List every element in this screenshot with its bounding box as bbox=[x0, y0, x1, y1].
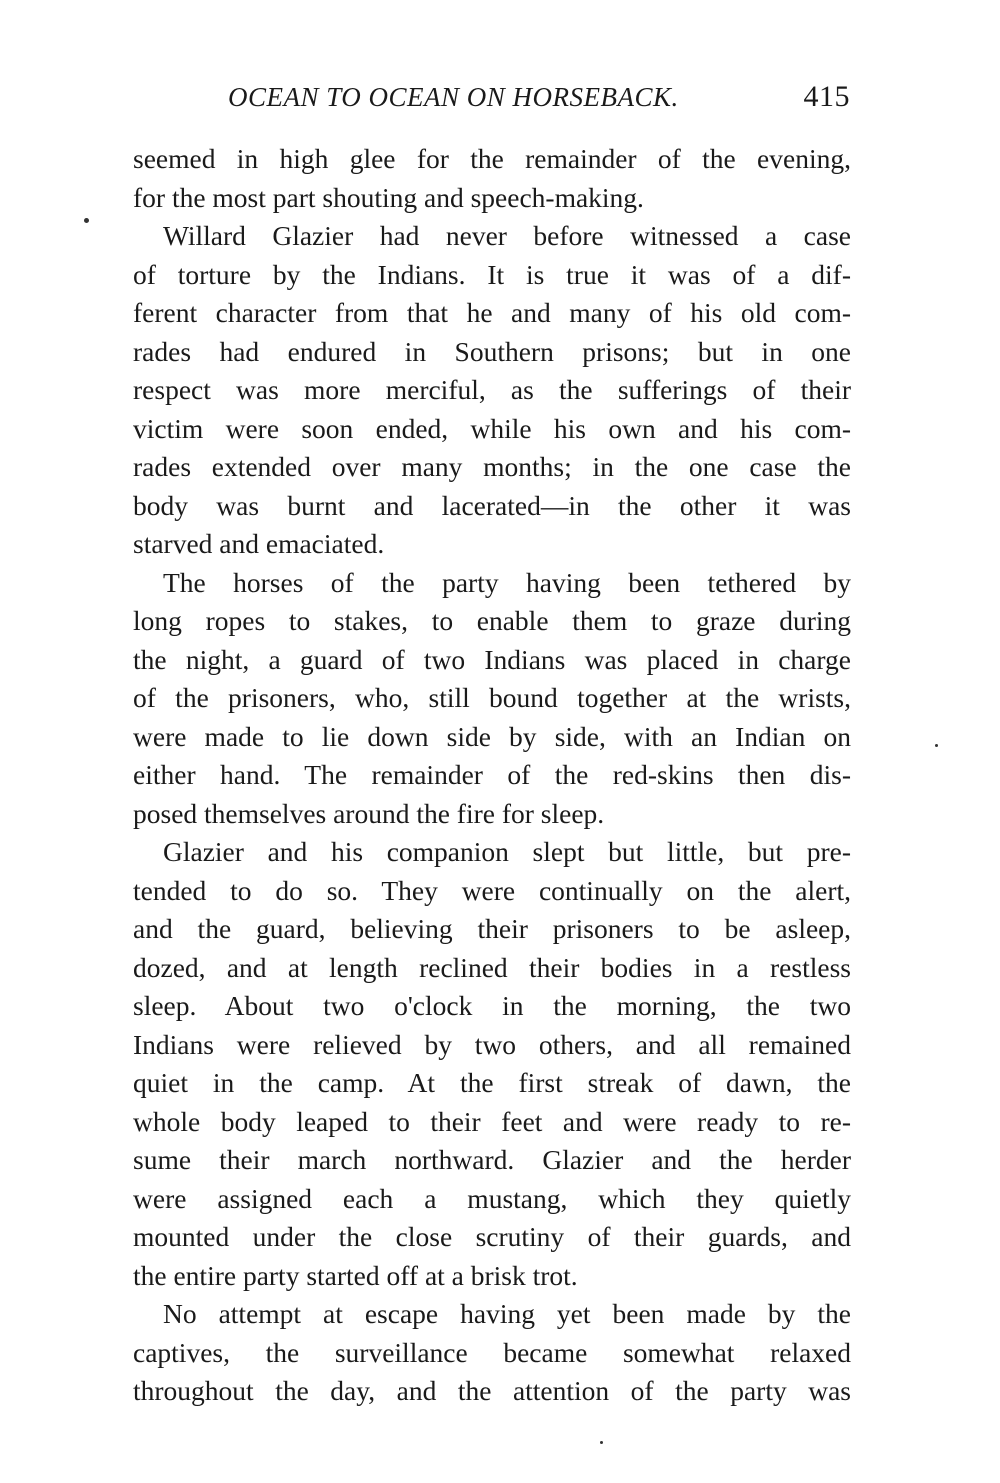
paragraph bbox=[133, 217, 851, 564]
body-text bbox=[133, 140, 851, 1411]
scan-speck bbox=[600, 1441, 603, 1444]
text-line: dozed, and at length reclined their bodies in a restless bbox=[133, 951, 851, 983]
text-line: starved and emaciated. bbox=[133, 528, 385, 559]
scan-speck bbox=[84, 218, 89, 223]
text-line: body was burnt and lacerated—in the other it was bbox=[133, 489, 851, 521]
text-line: Glazier and his companion slept but little, but pre- bbox=[163, 836, 851, 867]
text-line: No attempt at escape having yet been made by the bbox=[163, 1298, 851, 1329]
running-head-title: OCEAN TO OCEAN ON HORSEBACK. bbox=[228, 82, 679, 112]
running-head bbox=[228, 82, 850, 122]
text-line: tended to do so. They were continually on the alert, bbox=[133, 874, 851, 906]
text-line: sleep. About two o'clock in the morning, the two bbox=[133, 990, 851, 1021]
text-line: throughout the day, and the attention of the party was bbox=[133, 1375, 851, 1406]
text-line: the entire party started off at a brisk trot. bbox=[133, 1259, 578, 1291]
paragraph bbox=[133, 140, 851, 217]
text-line: Indians were relieved by two others, and all remained bbox=[133, 1028, 851, 1060]
text-line: ferent character from that he and many of his old com- bbox=[133, 297, 851, 328]
text-line: The horses of the party having been tethered by bbox=[163, 566, 851, 598]
text-line: quiet in the camp. At the first streak of dawn, the bbox=[133, 1067, 851, 1098]
text-line: long ropes to stakes, to enable them to graze during bbox=[133, 605, 851, 636]
paragraph bbox=[133, 1295, 851, 1411]
text-line: of torture by the Indians. It is true it was of a dif- bbox=[133, 258, 851, 290]
text-line: mounted under the close scrutiny of their guards, and bbox=[133, 1221, 851, 1252]
paragraph bbox=[133, 564, 851, 834]
text-line: the night, a guard of two Indians was placed in charge bbox=[133, 643, 851, 675]
paragraph bbox=[133, 833, 851, 1295]
text-line: seemed in high glee for the remainder of the evening, bbox=[133, 143, 851, 174]
text-line: respect was more merciful, as the sufferings of their bbox=[133, 374, 851, 405]
text-line: posed themselves around the fire for sleep. bbox=[133, 797, 605, 829]
text-line: rades extended over many months; in the one case the bbox=[133, 451, 851, 482]
text-line: either hand. The remainder of the red-skins then dis- bbox=[133, 759, 851, 790]
text-line: and the guard, believing their prisoners to be asleep, bbox=[133, 913, 851, 944]
text-line: were made to lie down side by side, with an Indian on bbox=[133, 720, 851, 752]
text-line: captives, the surveillance became somewhat relaxed bbox=[133, 1336, 851, 1368]
text-line: victim were soon ended, while his own and his com- bbox=[133, 412, 851, 444]
text-line: for the most part shouting and speech-making. bbox=[133, 181, 644, 213]
page-number: 415 bbox=[803, 80, 850, 113]
text-line: sume their march northward. Glazier and the herder bbox=[133, 1144, 851, 1175]
text-line: whole body leaped to their feet and were ready to re- bbox=[133, 1105, 851, 1137]
text-line: of the prisoners, who, still bound together at the wrists, bbox=[133, 682, 851, 713]
text-line: rades had endured in Southern prisons; but in one bbox=[133, 335, 851, 367]
text-line: Willard Glazier had never before witnessed a case bbox=[163, 220, 851, 251]
text-line: were assigned each a mustang, which they quietly bbox=[133, 1182, 851, 1214]
scan-speck bbox=[935, 744, 938, 747]
